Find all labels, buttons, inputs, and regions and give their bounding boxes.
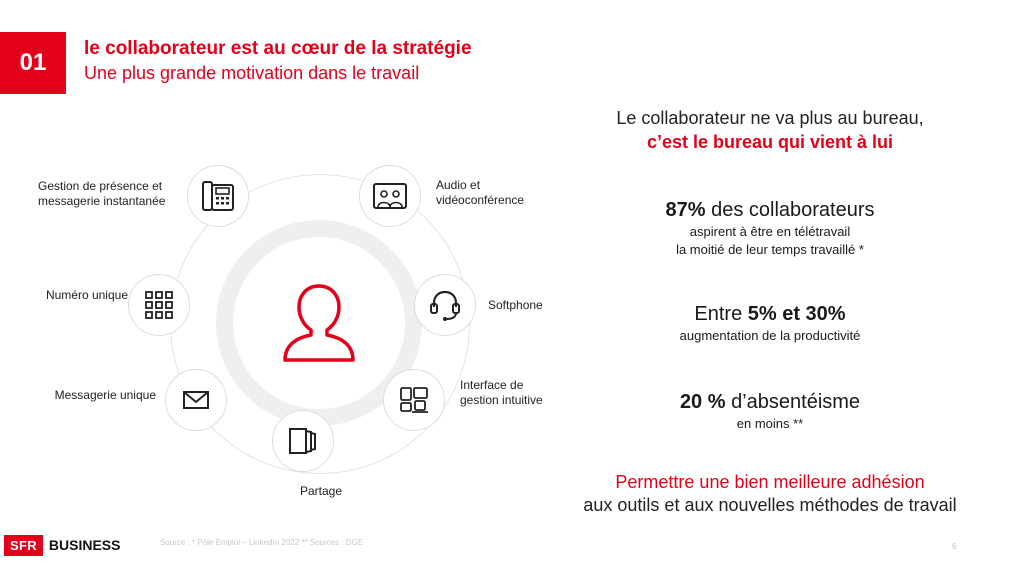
- page-subtitle: Une plus grande motivation dans le travail: [84, 63, 420, 83]
- conclusion-line-1: Permettre une bien meilleure adhésion: [615, 472, 925, 492]
- stat-2-value: 5% et 30%: [747, 303, 846, 325]
- label-partage: Partage: [300, 484, 343, 498]
- stat-1-value: 87%: [665, 199, 706, 221]
- stat-2-line-2: augmentation de la productivité: [679, 328, 861, 343]
- node-presence: [187, 165, 249, 227]
- node-softphone: [414, 274, 476, 336]
- stat-3-value: 20 %: [679, 391, 726, 413]
- stat-1-line-3: la moitié de leur temps travaillé *: [676, 242, 864, 257]
- node-videoconference: [359, 165, 421, 227]
- person-icon: [279, 280, 359, 366]
- desk-phone-icon: [200, 179, 236, 213]
- intro-line-2: c’est le bureau qui vient à lui: [646, 132, 894, 152]
- video-conference-icon: [372, 181, 408, 211]
- stat-3-headline: [540, 391, 1000, 414]
- label-presence: Gestion de présence et messagerie instantanée: [38, 179, 166, 208]
- stat-3-line-2: en moins **: [736, 416, 804, 431]
- label-interface: Interface de gestion intuitive: [460, 378, 543, 407]
- sfr-business-logo: [4, 534, 120, 556]
- source-footnote: Source : * Pôle Emploi – LinkedIn 2022 ** Sources : DGE: [160, 538, 364, 547]
- documents-icon: [286, 424, 320, 458]
- label-videoconference: Audio et vidéoconférence: [436, 178, 525, 207]
- conclusion-line-2: aux outils et aux nouvelles méthodes de travail: [583, 495, 957, 515]
- stat-1-text: des collaborateurs: [705, 199, 875, 221]
- label-numero: Numéro unique: [45, 288, 128, 302]
- business-logo-text: BUSINESS: [48, 537, 121, 553]
- label-softphone: Softphone: [488, 298, 543, 312]
- page-number: 6: [952, 542, 957, 551]
- section-number-badge: 01: [0, 32, 66, 94]
- envelope-icon: [182, 389, 210, 411]
- intro-line-1: Le collaborateur ne va plus au bureau,: [616, 108, 924, 128]
- stat-3-text: d’absentéisme: [725, 391, 861, 413]
- page-title: le collaborateur est au cœur de la stratégie: [84, 38, 472, 59]
- headset-icon: [428, 288, 462, 322]
- label-messagerie: Messagerie unique: [54, 388, 156, 402]
- node-partage: [272, 410, 334, 472]
- stat-1-headline: [540, 199, 1000, 222]
- node-interface: [383, 369, 445, 431]
- stat-1-line-2: aspirent à être en télétravail: [689, 224, 851, 239]
- node-messagerie: [165, 369, 227, 431]
- node-numero: [128, 274, 190, 336]
- center-disc: [233, 237, 405, 409]
- sfr-logo-box: SFR: [4, 535, 43, 556]
- keypad-icon: [144, 290, 174, 320]
- devices-icon: [398, 385, 430, 415]
- services-diagram: [0, 150, 580, 530]
- stat-2-prefix: Entre: [694, 303, 748, 325]
- stat-2-headline: [540, 303, 1000, 326]
